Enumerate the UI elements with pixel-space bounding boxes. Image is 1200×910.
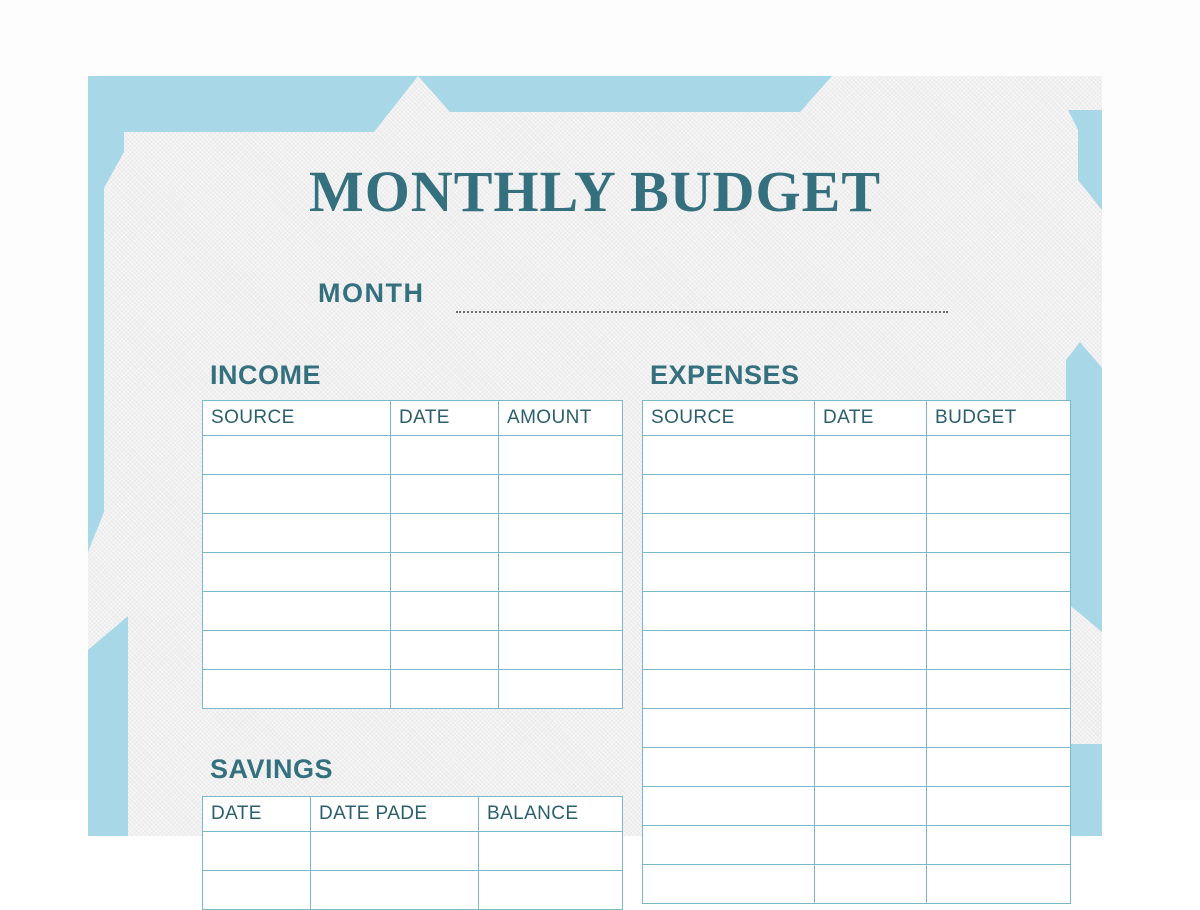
savings-cell[interactable] bbox=[479, 871, 623, 910]
income-cell[interactable] bbox=[499, 553, 623, 592]
table-row bbox=[643, 631, 1071, 670]
savings-cell[interactable] bbox=[203, 832, 311, 871]
table-row bbox=[203, 832, 623, 871]
income-cell[interactable] bbox=[391, 670, 499, 709]
savings-cell[interactable] bbox=[311, 871, 479, 910]
income-heading: INCOME bbox=[210, 360, 321, 390]
expenses-cell[interactable] bbox=[643, 592, 815, 631]
table-row bbox=[643, 514, 1071, 553]
month-label: MONTH bbox=[318, 278, 425, 308]
expenses-cell[interactable] bbox=[927, 514, 1071, 553]
expenses-cell[interactable] bbox=[927, 787, 1071, 826]
expenses-cell[interactable] bbox=[815, 514, 927, 553]
income-cell[interactable] bbox=[203, 553, 391, 592]
expenses-cell[interactable] bbox=[643, 709, 815, 748]
expenses-cell[interactable] bbox=[927, 826, 1071, 865]
expenses-cell[interactable] bbox=[927, 709, 1071, 748]
savings-col-date: DATE bbox=[203, 797, 311, 832]
income-cell[interactable] bbox=[203, 475, 391, 514]
table-header-row bbox=[203, 401, 623, 436]
content-plate bbox=[122, 112, 1068, 836]
income-cell[interactable] bbox=[203, 631, 391, 670]
income-cell[interactable] bbox=[391, 592, 499, 631]
expenses-col-source: SOURCE bbox=[643, 401, 815, 436]
table-row bbox=[203, 436, 623, 475]
income-cell[interactable] bbox=[203, 436, 391, 475]
table-row bbox=[203, 871, 623, 910]
savings-cell[interactable] bbox=[311, 832, 479, 871]
income-cell[interactable] bbox=[499, 436, 623, 475]
income-cell[interactable] bbox=[391, 553, 499, 592]
expenses-cell[interactable] bbox=[927, 553, 1071, 592]
page-title: MONTHLY BUDGET bbox=[308, 159, 882, 224]
income-cell[interactable] bbox=[499, 631, 623, 670]
expenses-cell[interactable] bbox=[815, 631, 927, 670]
expenses-cell[interactable] bbox=[643, 514, 815, 553]
income-col-source: SOURCE bbox=[203, 401, 391, 436]
savings-heading: SAVINGS bbox=[210, 754, 334, 784]
month-field-row bbox=[318, 278, 978, 318]
income-cell[interactable] bbox=[203, 514, 391, 553]
expenses-heading: EXPENSES bbox=[650, 360, 800, 390]
decorative-edge-top-right bbox=[1068, 110, 1102, 210]
budget-sheet bbox=[88, 76, 1102, 836]
table-row bbox=[203, 592, 623, 631]
table-row bbox=[643, 436, 1071, 475]
expenses-cell[interactable] bbox=[643, 787, 815, 826]
income-cell[interactable] bbox=[203, 670, 391, 709]
table-row bbox=[643, 475, 1071, 514]
decorative-corner-bottom-right bbox=[1066, 744, 1102, 836]
savings-cell[interactable] bbox=[479, 832, 623, 871]
expenses-cell[interactable] bbox=[643, 553, 815, 592]
table-header-row bbox=[203, 797, 623, 832]
decorative-panel-right bbox=[1066, 342, 1102, 632]
expenses-col-date: DATE bbox=[815, 401, 927, 436]
month-dotted-line bbox=[456, 311, 948, 313]
income-cell[interactable] bbox=[499, 514, 623, 553]
expenses-table bbox=[642, 400, 1071, 904]
income-col-date: DATE bbox=[391, 401, 499, 436]
income-table bbox=[202, 400, 623, 709]
savings-col-balance: BALANCE bbox=[479, 797, 623, 832]
table-row bbox=[643, 748, 1071, 787]
expenses-cell[interactable] bbox=[643, 670, 815, 709]
income-col-amount: AMOUNT bbox=[499, 401, 623, 436]
table-row bbox=[643, 709, 1071, 748]
expenses-cell[interactable] bbox=[927, 631, 1071, 670]
table-row bbox=[643, 826, 1071, 865]
expenses-cell[interactable] bbox=[927, 748, 1071, 787]
expenses-cell[interactable] bbox=[927, 592, 1071, 631]
expenses-cell[interactable] bbox=[927, 475, 1071, 514]
expenses-cell[interactable] bbox=[815, 592, 927, 631]
table-row bbox=[643, 592, 1071, 631]
expenses-cell[interactable] bbox=[815, 670, 927, 709]
income-cell[interactable] bbox=[499, 592, 623, 631]
savings-col-date-pade: DATE PADE bbox=[311, 797, 479, 832]
expenses-cell[interactable] bbox=[815, 709, 927, 748]
month-input[interactable] bbox=[458, 280, 950, 312]
table-row bbox=[643, 865, 1071, 904]
expenses-cell[interactable] bbox=[927, 670, 1071, 709]
table-row bbox=[203, 514, 623, 553]
income-cell[interactable] bbox=[391, 514, 499, 553]
expenses-cell[interactable] bbox=[643, 475, 815, 514]
income-cell[interactable] bbox=[499, 670, 623, 709]
expenses-cell[interactable] bbox=[927, 436, 1071, 475]
table-row bbox=[203, 475, 623, 514]
table-row bbox=[203, 670, 623, 709]
table-header-row bbox=[643, 401, 1071, 436]
table-row bbox=[203, 553, 623, 592]
savings-cell[interactable] bbox=[203, 871, 311, 910]
decorative-edge-left bbox=[88, 132, 124, 552]
expenses-cell[interactable] bbox=[643, 631, 815, 670]
table-row bbox=[203, 631, 623, 670]
income-cell[interactable] bbox=[391, 475, 499, 514]
expenses-cell[interactable] bbox=[815, 553, 927, 592]
table-row bbox=[643, 787, 1071, 826]
expenses-cell[interactable] bbox=[815, 436, 927, 475]
expenses-cell[interactable] bbox=[927, 865, 1071, 904]
income-cell[interactable] bbox=[391, 436, 499, 475]
expenses-cell[interactable] bbox=[643, 865, 815, 904]
table-row bbox=[643, 553, 1071, 592]
income-cell[interactable] bbox=[203, 592, 391, 631]
expenses-cell[interactable] bbox=[815, 748, 927, 787]
income-cell[interactable] bbox=[499, 475, 623, 514]
income-cell[interactable] bbox=[391, 631, 499, 670]
expenses-cell[interactable] bbox=[643, 826, 815, 865]
expenses-cell[interactable] bbox=[815, 826, 927, 865]
expenses-cell[interactable] bbox=[815, 787, 927, 826]
savings-table bbox=[202, 796, 623, 910]
expenses-cell[interactable] bbox=[815, 865, 927, 904]
expenses-cell[interactable] bbox=[643, 748, 815, 787]
expenses-cell[interactable] bbox=[815, 475, 927, 514]
decorative-band-top bbox=[418, 76, 832, 112]
expenses-col-budget: BUDGET bbox=[927, 401, 1071, 436]
table-row bbox=[643, 670, 1071, 709]
expenses-cell[interactable] bbox=[643, 436, 815, 475]
